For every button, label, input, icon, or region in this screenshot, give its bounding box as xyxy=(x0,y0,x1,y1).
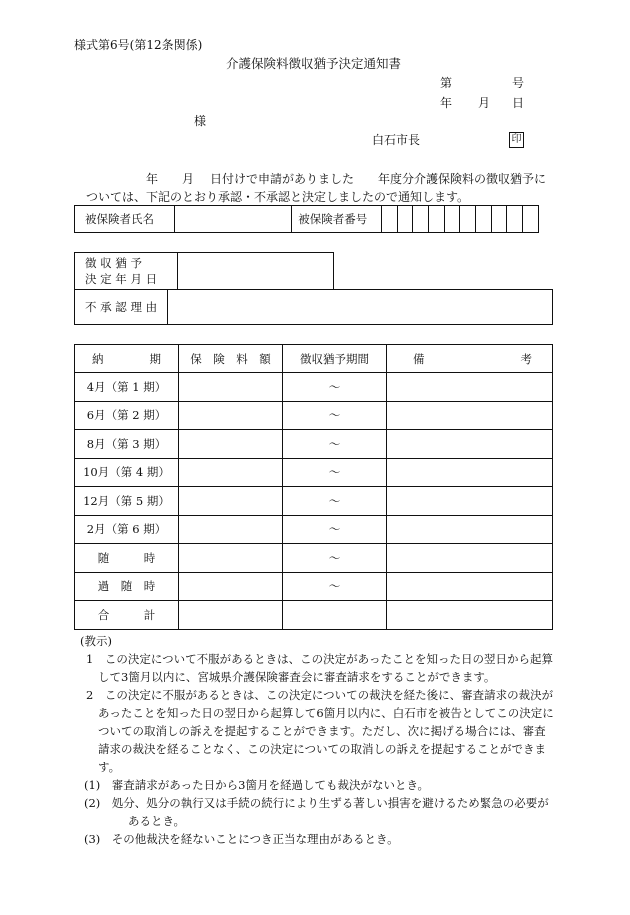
number-label-right: 号 xyxy=(512,76,525,90)
col-header-remarks-1: 備 xyxy=(413,351,425,366)
period-cell: 2月（第 6 期） xyxy=(75,515,179,544)
table-row xyxy=(75,487,553,516)
deferral-cell[interactable]: ～ xyxy=(283,572,387,601)
col-header-remarks xyxy=(387,345,553,373)
table-row xyxy=(75,544,553,573)
decision-date-field[interactable] xyxy=(178,253,334,290)
intro-line2: ついては、下記のとおり承認・不承認と決定しましたので通知します。 xyxy=(86,190,470,204)
insured-number-digit[interactable] xyxy=(476,206,492,233)
reject-reason-label: 不 承 認 理 由 xyxy=(75,290,168,325)
period-cell: 10月（第 4 期） xyxy=(75,458,179,487)
period-cell: 4月（第 1 期） xyxy=(75,373,179,402)
deferral-cell[interactable]: ～ xyxy=(283,544,387,573)
decision-date-label-line1: 徴 収 猶 予 xyxy=(85,256,142,270)
insured-number-digit[interactable] xyxy=(397,206,413,233)
amount-cell[interactable] xyxy=(179,373,283,402)
intro-line1: 日付けで申請がありました 年度分介護保険料の徴収猶予に xyxy=(210,172,547,186)
insured-number-digit[interactable] xyxy=(523,206,539,233)
insured-number-label: 被保険者番号 xyxy=(292,206,382,233)
remarks-cell[interactable] xyxy=(387,487,553,516)
remarks-cell[interactable] xyxy=(387,515,553,544)
amount-cell[interactable] xyxy=(179,401,283,430)
schedule-header-row xyxy=(75,345,553,373)
insured-number-digit[interactable] xyxy=(428,206,444,233)
decision-date-label xyxy=(75,253,178,290)
insured-number-digit[interactable] xyxy=(507,206,523,233)
date-year-label: 年 xyxy=(440,96,453,110)
number-label-left: 第 xyxy=(440,76,453,90)
remarks-cell[interactable] xyxy=(387,401,553,430)
notice-sub-2: (2) 処分、処分の執行又は手続の続行により生ずる著しい損害を避けるため緊急の必要があるとき。 xyxy=(84,796,549,828)
insured-number-digit[interactable] xyxy=(413,206,429,233)
amount-cell[interactable] xyxy=(179,487,283,516)
notice-sub-3: (3) その他裁決を経ないことにつき正当な理由があるとき。 xyxy=(84,832,399,846)
issuer-name: 白石市長 xyxy=(372,133,421,147)
deferral-cell[interactable] xyxy=(283,601,387,630)
period-cell: 6月（第 2 期） xyxy=(75,401,179,430)
insured-name-label: 被保険者氏名 xyxy=(75,206,175,233)
period-cell: 随 時 xyxy=(75,544,179,573)
notice-item-2: 2 この決定に不服があるときは、この決定についての裁決を経た後に、審査請求の裁決があったことを知った日の翌日から起算して6箇月以内に、白石市を被告としてこの決定についての取消しの訴えを提起することができます。ただし、次に掲げる場合には、審査請求の裁決を経ることなく、この決定についての取消しの訴えを提起することができます。 xyxy=(86,688,554,774)
table-row xyxy=(75,401,553,430)
insured-name-field[interactable] xyxy=(175,206,292,233)
notice-section xyxy=(74,632,554,848)
decision-date-table xyxy=(74,252,334,290)
insured-number-digit[interactable] xyxy=(491,206,507,233)
seal-mark xyxy=(509,131,524,148)
date-month-label: 月 xyxy=(478,96,491,110)
amount-cell[interactable] xyxy=(179,544,283,573)
seal-icon: 印 xyxy=(509,132,524,148)
deferral-cell[interactable]: ～ xyxy=(283,373,387,402)
insured-number-digit[interactable] xyxy=(381,206,397,233)
schedule-table xyxy=(74,344,553,630)
period-cell: 12月（第 5 期） xyxy=(75,487,179,516)
deferral-cell[interactable]: ～ xyxy=(283,515,387,544)
table-row xyxy=(75,572,553,601)
document-title: 介護保険料徴収猶予決定通知書 xyxy=(226,56,402,71)
col-header-remarks-2: 考 xyxy=(520,351,532,366)
table-row xyxy=(75,430,553,459)
amount-cell[interactable] xyxy=(179,458,283,487)
period-cell: 8月（第 3 期） xyxy=(75,430,179,459)
remarks-cell[interactable] xyxy=(387,572,553,601)
deferral-cell[interactable]: ～ xyxy=(283,487,387,516)
period-cell: 過 随 時 xyxy=(75,572,179,601)
amount-cell[interactable] xyxy=(179,430,283,459)
notice-item-1: 1 この決定について不服があるときは、この決定があったことを知った日の翌日から起算して3箇月以内に、宮城県介護保険審査会に審査請求をすることができます。 xyxy=(86,652,553,684)
amount-cell[interactable] xyxy=(179,572,283,601)
intro-month-label: 月 xyxy=(182,172,195,186)
deferral-cell[interactable]: ～ xyxy=(283,430,387,459)
addressee-suffix: 様 xyxy=(194,114,207,128)
amount-cell[interactable] xyxy=(179,515,283,544)
table-row xyxy=(75,373,553,402)
insured-number-digit[interactable] xyxy=(444,206,460,233)
amount-cell[interactable] xyxy=(179,601,283,630)
table-row xyxy=(75,515,553,544)
notice-sub-1: (1) 審査請求があった日から3箇月を経過しても裁決がないとき。 xyxy=(84,778,430,792)
col-header-amount: 保 険 料 額 xyxy=(179,345,283,373)
deferral-cell[interactable]: ～ xyxy=(283,458,387,487)
period-cell: 合 計 xyxy=(75,601,179,630)
notice-heading: (教示) xyxy=(80,634,112,648)
total-row xyxy=(75,601,553,630)
remarks-cell[interactable] xyxy=(387,544,553,573)
remarks-cell[interactable] xyxy=(387,458,553,487)
col-header-period: 納 期 xyxy=(75,345,179,373)
decision-date-label-line2: 決 定 年 月 日 xyxy=(85,272,158,286)
remarks-cell[interactable] xyxy=(387,430,553,459)
remarks-cell[interactable] xyxy=(387,601,553,630)
table-row xyxy=(75,458,553,487)
intro-year-label: 年 xyxy=(146,172,159,186)
insured-number-digit[interactable] xyxy=(460,206,476,233)
deferral-cell[interactable]: ～ xyxy=(283,401,387,430)
remarks-cell[interactable] xyxy=(387,373,553,402)
insured-table xyxy=(74,205,539,233)
col-header-deferral: 徴収猶予期間 xyxy=(283,345,387,373)
reject-reason-table xyxy=(74,289,553,325)
form-number: 様式第6号(第12条関係) xyxy=(74,38,203,52)
date-day-label: 日 xyxy=(512,96,525,110)
reject-reason-field[interactable] xyxy=(168,290,553,325)
